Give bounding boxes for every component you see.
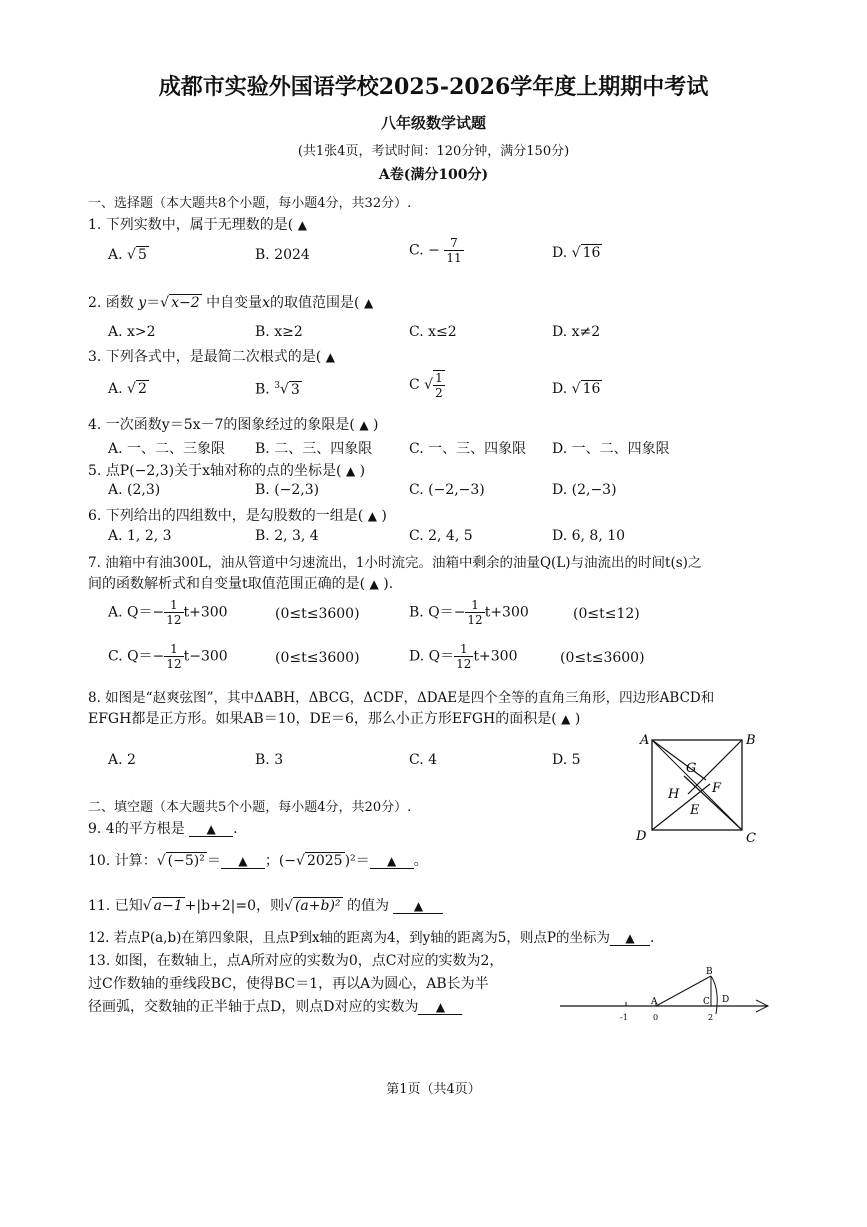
q6-option-d: D. 6, 8, 10 xyxy=(552,528,626,544)
label-a: A xyxy=(640,733,650,748)
q3-stem: 3. 下列各式中，是最简二次根式的是( ▲ xyxy=(88,349,335,365)
q2-stem: 2. 函数 y＝√ x−2 中自变量x的取值范围是( ▲ xyxy=(88,295,374,311)
q5-option-b: B. (−2,3) xyxy=(255,482,320,498)
exam-subtitle: 八年级数学试题 xyxy=(380,114,486,132)
q8-stem-line1: 8. 如图是“赵爽弦图”，其中ΔABH，ΔBCG，ΔCDF，ΔDAE是四个全等的直角三角形，四边形ABCD和 xyxy=(88,690,715,706)
q7-option-d: D. Q＝ $\frac{1}{12}$ t+300 xyxy=(409,642,518,671)
q5-option-d: D. (2,−3) xyxy=(552,482,617,498)
q12: 12. 若点P(a,b)在第四象限，且点P到x轴的距离为4，到y轴的距离为5，则点P的坐标为 ▲ . xyxy=(88,930,655,946)
q7-option-c-range: (0≤t≤3600) xyxy=(275,650,360,666)
label-h: H xyxy=(668,787,680,802)
label-f: F xyxy=(712,781,722,796)
q5-stem: 5. 点P(−2,3)关于x轴对称的点的坐标是( ▲ ) xyxy=(88,463,366,479)
q7-option-c: C. Q＝− $\frac{1}{12}$ t−300 xyxy=(108,642,228,671)
label-e: E xyxy=(690,803,700,818)
label-g: G xyxy=(686,761,697,776)
tick-label-2: 2 xyxy=(708,1013,714,1022)
label-d: D xyxy=(636,829,647,844)
q13-line3: 径画弧，交数轴的正半轴于点D，则点D对应的实数为 ▲ xyxy=(88,996,462,1016)
q8-option-c: C. 4 xyxy=(409,752,438,768)
page-footer: 第1页（共4页） xyxy=(386,1082,481,1097)
q13-line2: 过C作数轴的垂线段BC，使得BC＝1，再以A为圆心，AB长为半 xyxy=(88,976,489,992)
q8-option-d: D. 5 xyxy=(552,752,581,768)
q4-option-b: B. 二、三、四象限 xyxy=(255,441,373,457)
q4-option-a: A. 一、二、三象限 xyxy=(108,441,226,457)
q11: 11. 已知√ a−1 +|b+2|=0，则√ (a+b)² 的值为 ▲ xyxy=(88,895,443,915)
q4-option-d: D. 一、二、四象限 xyxy=(552,441,670,457)
q8-option-a: A. 2 xyxy=(108,752,136,768)
q13-line1: 13. 如图，在数轴上，点A所对应的实数为0，点C对应的实数为2， xyxy=(88,953,504,969)
q2-option-a: A. x>2 xyxy=(108,324,156,340)
q7-option-d-range: (0≤t≤3600) xyxy=(560,650,645,666)
q3-option-a: A. √ 2 xyxy=(108,381,147,397)
q1-option-a: A. √ 5 xyxy=(108,247,147,263)
label-a-fig: A xyxy=(651,997,658,1007)
q7-option-a: A. Q＝− $\frac{1}{12}$ t+300 xyxy=(108,598,228,627)
q2-option-c: C. x≤2 xyxy=(409,324,457,340)
label-c: C xyxy=(746,831,756,846)
q6-stem: 6. 下列给出的四组数中，是勾股数的一组是( ▲ ) xyxy=(88,508,387,524)
q3-option-d: D. √ 16 xyxy=(552,381,601,397)
exam-info: (共1张4页，考试时间：120分钟，满分150分) xyxy=(297,144,570,159)
q5-option-c: C. (−2,−3) xyxy=(409,482,485,498)
arc-bd xyxy=(711,976,717,1014)
segment-de xyxy=(652,784,710,830)
label-c-fig: C xyxy=(703,997,710,1007)
tick-label-minus1: -1 xyxy=(620,1013,628,1022)
q1-option-c: C. − $\frac{7}{11}$ xyxy=(409,236,462,265)
part2-heading: 二、填空题（本大题共5个小题，每小题4分，共20分）. xyxy=(88,800,412,815)
label-b: B xyxy=(746,733,756,748)
tick-label-0: 0 xyxy=(653,1013,659,1022)
q9: 9. 4的平方根是 ▲ . xyxy=(88,821,238,837)
exam-title: 成都市实验外国语学校2025-2026学年度上期期中考试 xyxy=(158,74,709,100)
q6-option-c: C. 2, 4, 5 xyxy=(409,528,473,544)
q6-option-b: B. 2, 3, 4 xyxy=(255,528,319,544)
q4-stem: 4. 一次函数y＝5x－7的图象经过的象限是( ▲ ) xyxy=(88,417,379,433)
q8-option-b: B. 3 xyxy=(255,752,284,768)
q7-option-b: B. Q＝− $\frac{1}{12}$ t+300 xyxy=(409,598,529,627)
q7-stem-line2: 间的函数解析式和自变量t取值范围正确的是( ▲ ). xyxy=(88,576,394,592)
q1-option-d: D. √ 16 xyxy=(552,245,601,261)
q7-option-a-range: (0≤t≤3600) xyxy=(275,606,360,622)
q2-option-b: B. x≥2 xyxy=(255,324,303,340)
q3-option-c: C √ $\frac{1}{2}$ xyxy=(409,371,443,400)
q6-option-a: A. 1, 2, 3 xyxy=(108,528,172,544)
q2-option-d: D. x≠2 xyxy=(552,324,601,340)
q7-option-b-range: (0≤t≤12) xyxy=(573,606,640,622)
part1-heading: 一、选择题（本大题共8个小题，每小题4分，共32分）. xyxy=(88,196,412,211)
q10: 10. 计算：√ (−5)² ＝ ▲ ；(−√ 2025 )²＝ ▲ 。 xyxy=(88,853,428,869)
q4-option-c: C. 一、三、四象限 xyxy=(409,441,527,457)
q1-option-b: B. 2024 xyxy=(255,247,310,263)
segment-ah xyxy=(652,740,706,780)
q3-option-b: B. $^3$√ 3 xyxy=(255,381,300,398)
label-d-fig: D xyxy=(722,995,730,1005)
label-b-fig: B xyxy=(706,967,713,977)
zhao-shuang-figure xyxy=(632,730,762,848)
number-line-figure xyxy=(556,962,771,1030)
section-a-heading: A卷(满分100分) xyxy=(378,167,489,183)
q8-stem-line2: EFGH都是正方形。如果AB＝10，DE＝6，那么小正方形EFGH的面积是( ▲ ) xyxy=(88,711,581,727)
q1-stem: 1. 下列实数中，属于无理数的是( ▲ xyxy=(88,217,307,233)
q5-option-a: A. (2,3) xyxy=(108,482,161,498)
q7-stem-line1: 7. 油箱中有油300L，油从管道中匀速流出，1小时流完。油箱中剩余的油量Q(L)与油流出的时间t(s)之 xyxy=(88,555,702,571)
